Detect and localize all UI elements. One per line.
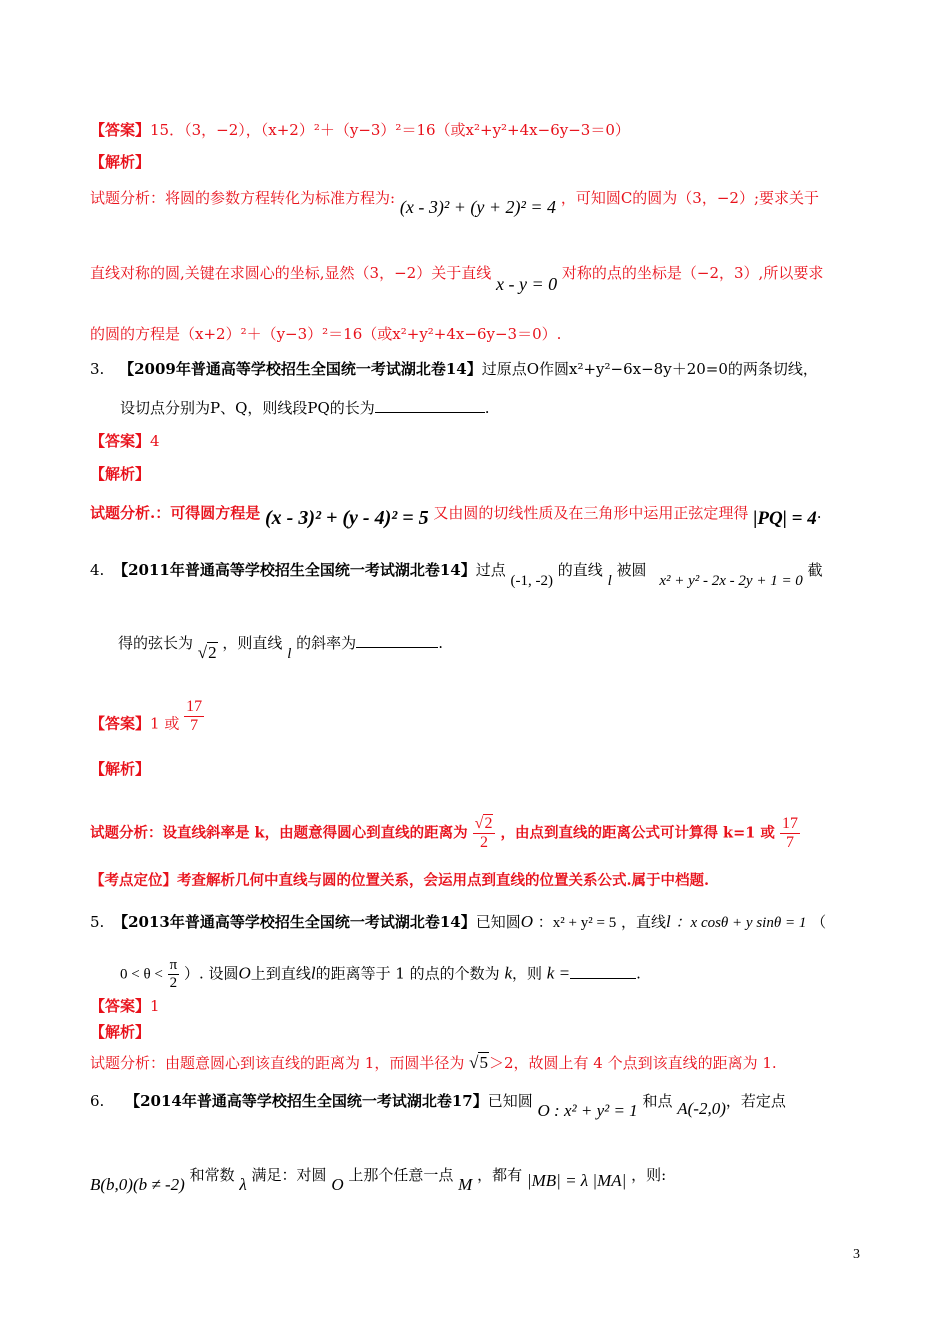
radicand: 2	[484, 815, 493, 832]
line-l: l	[607, 573, 612, 589]
numerator: π	[169, 957, 178, 973]
analysis-text: ，可知圆C的圆为（3，−2）;要求关于	[560, 189, 820, 207]
answer-label: 【答案】	[90, 121, 151, 139]
equation: x² + y² - 2x - 2y + 1 = 0	[659, 573, 803, 589]
q6-stem-line2	[90, 1165, 667, 1194]
q4-answer-line	[90, 698, 204, 743]
denominator: 7	[190, 717, 199, 734]
question-text: ，若定点	[725, 1092, 786, 1110]
q5-analysis-line	[90, 1053, 777, 1073]
equation: |PQ| = 4	[753, 508, 817, 529]
question-text: （	[811, 913, 827, 931]
point-A: A(-2,0)	[677, 1099, 726, 1118]
answer-blank[interactable]	[570, 964, 636, 979]
question-text: ，则直线	[222, 634, 283, 652]
q4-stem-line2	[118, 633, 443, 662]
question-text: 满足：对圆	[251, 1166, 327, 1184]
sqrt-expression: √2	[197, 643, 217, 662]
q5-answer-line	[90, 996, 160, 1016]
period: .	[438, 634, 443, 652]
q4-kaodian-line	[90, 871, 709, 891]
question-text: ，直线	[621, 913, 667, 931]
line-l: l	[666, 912, 671, 931]
question-text: ，则:	[631, 1166, 667, 1184]
q3-analysis-label: 【解析】	[90, 465, 151, 483]
fraction	[780, 815, 800, 852]
denominator: 2	[480, 834, 489, 851]
q4-analysis-line	[90, 815, 800, 852]
page-number: 3	[853, 1247, 860, 1262]
kaodian-text: 考查解析几何中直线与圆的位置关系，会运用点到直线的位置关系公式.属于中档题.	[177, 872, 710, 889]
question-number: 3.	[90, 360, 105, 378]
q4-stem-line1	[90, 560, 823, 589]
question-text: 上到直线	[250, 964, 311, 983]
q3-answer-line	[90, 431, 160, 451]
inequality: 0 < θ <	[120, 966, 163, 983]
equation: O : x² + y² = 1	[537, 1101, 638, 1120]
kaodian-label: 【考点定位】	[90, 872, 177, 889]
equation: (x - 3)² + (y + 2)² = 4	[399, 197, 557, 217]
answer-label: 【答案】	[90, 714, 151, 733]
fraction	[184, 698, 204, 735]
question-text: 上那个任意一点	[348, 1166, 454, 1184]
q5-stem-line2	[120, 957, 641, 992]
question-source: 【2011年普通高等学校招生全国统一考试湖北卷14】	[113, 561, 476, 579]
question-number: 4.	[90, 561, 105, 579]
point-B: B(b,0)(b ≠ -2)	[90, 1175, 185, 1194]
question-source: 【2014年普通高等学校招生全国统一考试湖北卷17】	[125, 1092, 488, 1110]
question-text: 过原点O作圆x²+y²−6x−8y＋20=0的两条切线，	[481, 360, 818, 378]
question-text: 被圆	[616, 561, 647, 579]
q5-stem-line1	[90, 912, 826, 933]
answer-label: 【答案】	[90, 997, 151, 1015]
analysis-text: 试题分析：由题意圆心到该直线的距离为 1，而圆半径为	[90, 1054, 465, 1072]
numerator: 17	[186, 698, 203, 715]
lambda: λ	[239, 1175, 247, 1194]
sqrt-expression: √5	[469, 1053, 488, 1072]
analysis-text: ＞2，故圆上有 4 个点到该直线的距离为 1.	[488, 1054, 777, 1072]
q3-stem-line2	[120, 398, 490, 418]
period: .	[636, 964, 641, 983]
circle-O: O	[238, 963, 251, 983]
question-text: ，都有	[477, 1166, 523, 1184]
analysis-text: 又由圆的切线性质及在三角形中运用正弦定理得	[433, 504, 749, 522]
period: .	[816, 504, 822, 522]
answer-text: 1	[150, 997, 160, 1015]
radicand: 5	[479, 1053, 488, 1072]
question-text: 设切点分别为P、Q，则线段PQ的长为	[120, 399, 375, 417]
question-number: 6.	[90, 1092, 105, 1110]
analysis-text: 对称的点的坐标是（−2，3）,所以要求	[561, 264, 824, 282]
answer-text: 15．（3，−2），（x+2）²＋（y−3）²＝16（或x²+y²+4x−6y−3＝0）	[150, 121, 630, 139]
q2-answer-line	[90, 120, 630, 140]
q3-analysis-line	[90, 502, 822, 529]
fraction	[473, 815, 496, 852]
var-k: k	[504, 963, 512, 983]
radicand: 2	[208, 643, 217, 662]
question-text: 截	[807, 561, 823, 579]
equation: ：x cosθ + y sinθ = 1	[675, 915, 807, 931]
point: (-1, -2)	[510, 573, 553, 589]
analysis-text: 试题分析：设直线斜率是 k，由题意得圆心到直线的距离为	[90, 824, 468, 842]
q6-stem-line1	[90, 1091, 786, 1120]
var-k: k =	[546, 963, 571, 983]
analysis-text: ，由点到直线的距离公式可计算得 k=1 或	[500, 824, 775, 842]
question-text: ，则	[512, 964, 543, 983]
question-text: 得的弦长为	[118, 634, 194, 652]
question-text: 的直线	[557, 561, 603, 579]
equation: |MB| = λ |MA|	[526, 1171, 627, 1190]
q2-analysis-line3: 的圆的方程是（x+2）²＋（y−3）²＝16（或x²+y²+4x−6y−3＝0）.	[90, 325, 562, 343]
question-text: 已知圆	[487, 1092, 533, 1110]
q2-analysis-label: 【解析】	[90, 153, 151, 171]
circle-O: O	[331, 1175, 344, 1194]
q2-analysis-line2	[90, 262, 824, 294]
question-text: ）. 设圆	[184, 964, 239, 983]
analysis-text: 试题分析.：可得圆方程是	[90, 504, 261, 522]
point-M: M	[458, 1175, 473, 1194]
fraction	[168, 957, 180, 992]
line-l: l	[310, 963, 316, 983]
answer-blank[interactable]	[356, 633, 438, 648]
q4-analysis-label: 【解析】	[90, 760, 151, 778]
question-source: 【2009年普通高等学校招生全国统一考试湖北卷14】	[119, 360, 482, 378]
answer-text: 4	[150, 432, 160, 450]
question-text: 和常数	[189, 1166, 235, 1184]
question-number: 5.	[90, 913, 105, 931]
answer-blank[interactable]	[375, 398, 485, 413]
numerator: 17	[781, 815, 798, 832]
denominator: 2	[169, 975, 178, 991]
equation: x - y = 0	[495, 274, 558, 294]
answer-label: 【答案】	[90, 432, 151, 450]
analysis-text: 试题分析：将圆的参数方程转化为标准方程为:	[90, 189, 396, 207]
q3-stem-line1	[90, 359, 818, 379]
question-text: 和点	[642, 1092, 673, 1110]
question-text: 过点	[475, 561, 506, 579]
numerator: √2	[473, 815, 496, 834]
equation: ：x² + y² = 5	[537, 915, 617, 931]
equation: (x - 3)² + (y - 4)² = 5	[265, 507, 429, 529]
line-l: l	[287, 646, 292, 662]
period: .	[484, 399, 490, 417]
answer-text: 1 或	[150, 714, 180, 733]
question-source: 【2013年普通高等学校招生全国统一考试湖北卷14】	[113, 913, 476, 931]
analysis-text: 直线对称的圆,关键在求圆心的坐标,显然（3，−2）关于直线	[90, 264, 492, 282]
denominator: 7	[785, 834, 794, 851]
question-text: 的距离等于 1 的点的个数为	[315, 964, 500, 983]
circle-O: O	[520, 912, 534, 931]
question-text: 已知圆	[475, 913, 521, 931]
q5-analysis-label: 【解析】	[90, 1023, 151, 1041]
question-text: 的斜率为	[296, 634, 357, 652]
q2-analysis-line1	[90, 187, 820, 217]
